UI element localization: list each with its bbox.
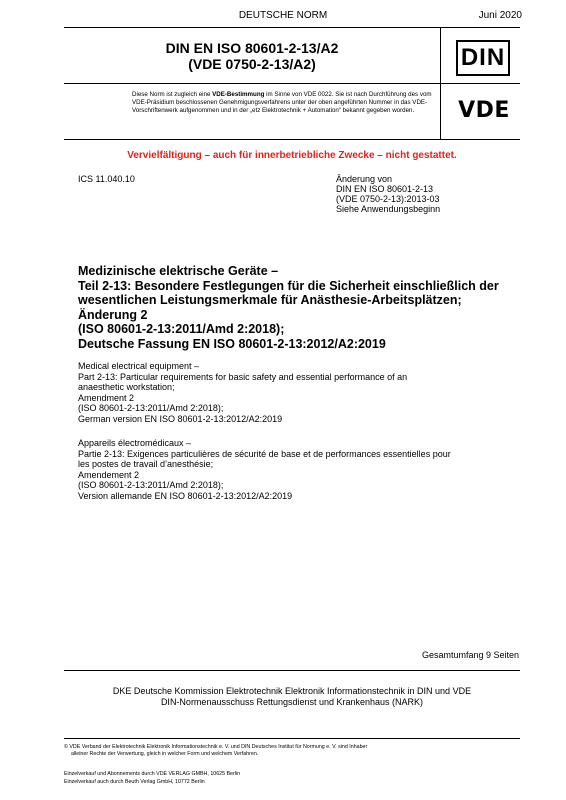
- vde-notice-bold: VDE-Bestimmung: [212, 91, 265, 98]
- title-english-line: Part 2-13: Particular requirements for basic safety and essential performance of an: [78, 371, 408, 382]
- title-french-line: Appareils électromédicaux –: [78, 438, 192, 448]
- title-german-line: Änderung 2: [78, 307, 148, 322]
- title-german-line: wesentlichen Leistungsmerkmale für Anästhesie-Arbeitsplätzen;: [78, 293, 462, 307]
- reproduction-warning: Vervielfältigung – auch für innerbetriebliche Zwecke – nicht gestattet.: [127, 150, 457, 161]
- total-pages: Gesamtumfang 9 Seiten: [421, 650, 519, 660]
- din-logo: [456, 40, 510, 76]
- copyright-line2: alleiner Rechte der Verwertung, gleich in welcher Form und welchem Verfahren.: [71, 751, 259, 757]
- header-rule-top: [64, 27, 520, 28]
- sales-line1: Einzelverkauf und Abonnements durch VDE VERLAG GMBH, 10625 Berlin: [64, 771, 241, 777]
- standard-number-line1: DIN EN ISO 80601-2-13/A2: [165, 40, 339, 56]
- vde-notice-part2: im Sinne von VDE 0022. Sie ist nach Durchführung des vom VDE-Präsidium beschlossenen Genehmigungsverfahrens unter der oben angeführten Nummer in das VDE-Vorschriftenwerk aufgenommen und in der „etz Elektrotechnik + Automation“ bekannt gegeben worden.: [132, 91, 432, 114]
- title-german-line: Medizinische elektrische Geräte –: [78, 264, 279, 278]
- title-english-line: German version EN ISO 80601-2-13:2012/A2:2019: [78, 413, 283, 424]
- title-german: [78, 264, 508, 351]
- standard-number: [64, 40, 440, 72]
- sales-info: [64, 770, 504, 786]
- title-french-line: Version allemande EN ISO 80601-2-13:2012/A2:2019: [78, 490, 293, 501]
- title-english-line: (ISO 80601-2-13:2011/Amd 2:2018);: [78, 403, 224, 413]
- vde-logo: VDE: [458, 98, 510, 123]
- title-english-line: anaesthetic workstation;: [78, 382, 175, 392]
- publication-date: Juni 2020: [478, 10, 522, 21]
- title-french: [78, 438, 518, 501]
- ics-code: ICS 11.040.10: [78, 174, 135, 184]
- vde-notice-part1: Diese Norm ist zugleich eine: [132, 91, 213, 98]
- document-type-label: DEUTSCHE NORM: [238, 10, 328, 21]
- title-german-line: Deutsche Fassung EN ISO 80601-2-13:2012/A2:2019: [78, 336, 386, 351]
- standard-number-line2: (VDE 0750-2-13/A2): [188, 56, 316, 72]
- title-german-line: Teil 2-13: Besondere Festlegungen für die Sicherheit einschließlich der: [78, 278, 499, 293]
- amendment-line: Änderung von: [336, 174, 393, 184]
- amendment-line: (VDE 0750-2-13):2013-03: [336, 194, 440, 204]
- din-logo-text: DIN: [460, 44, 506, 71]
- amendment-info: [336, 174, 440, 214]
- sales-line2: Einzelverkauf auch durch Beuth Verlag GmbH, 10772 Berlin: [64, 779, 205, 785]
- title-french-line: Amendement 2: [78, 469, 140, 480]
- copyright-notice: [64, 744, 504, 758]
- organization: [64, 686, 520, 708]
- header-divider-vertical: [440, 27, 441, 139]
- header-rule-bottom: [64, 139, 520, 140]
- organization-line1: DKE Deutsche Kommission Elektrotechnik Elektronik Informationstechnik in DIN und VDE: [112, 686, 472, 696]
- amendment-line: Siehe Anwendungsbeginn: [336, 204, 441, 214]
- organization-line2: DIN-Normenausschuss Rettungsdienst und Krankenhaus (NARK): [160, 697, 424, 707]
- footer-rule-bottom: [64, 738, 520, 739]
- title-german-line: (ISO 80601-2-13:2011/Amd 2:2018);: [78, 322, 285, 336]
- title-english: [78, 361, 518, 424]
- title-english-line: Medical electrical equipment –: [78, 361, 200, 371]
- vde-notice: [132, 91, 438, 115]
- title-french-line: les postes de travail d’anesthésie;: [78, 459, 214, 469]
- title-french-line: (ISO 80601-2-13:2011/Amd 2:2018);: [78, 480, 224, 490]
- header-rule-middle: [64, 83, 520, 84]
- title-french-line: Partie 2-13: Exigences particulières de sécurité de base et de performances essentielles pour: [78, 448, 451, 459]
- copyright-line1: © VDE Verband der Elektrotechnik Elektronik Informationstechnik e. V. und DIN Deutsches Institut für Normung e. V. sind Inhaber: [64, 744, 368, 750]
- title-english-line: Amendment 2: [78, 392, 135, 403]
- amendment-line: DIN EN ISO 80601-2-13: [336, 184, 434, 194]
- footer-rule-top: [64, 670, 520, 671]
